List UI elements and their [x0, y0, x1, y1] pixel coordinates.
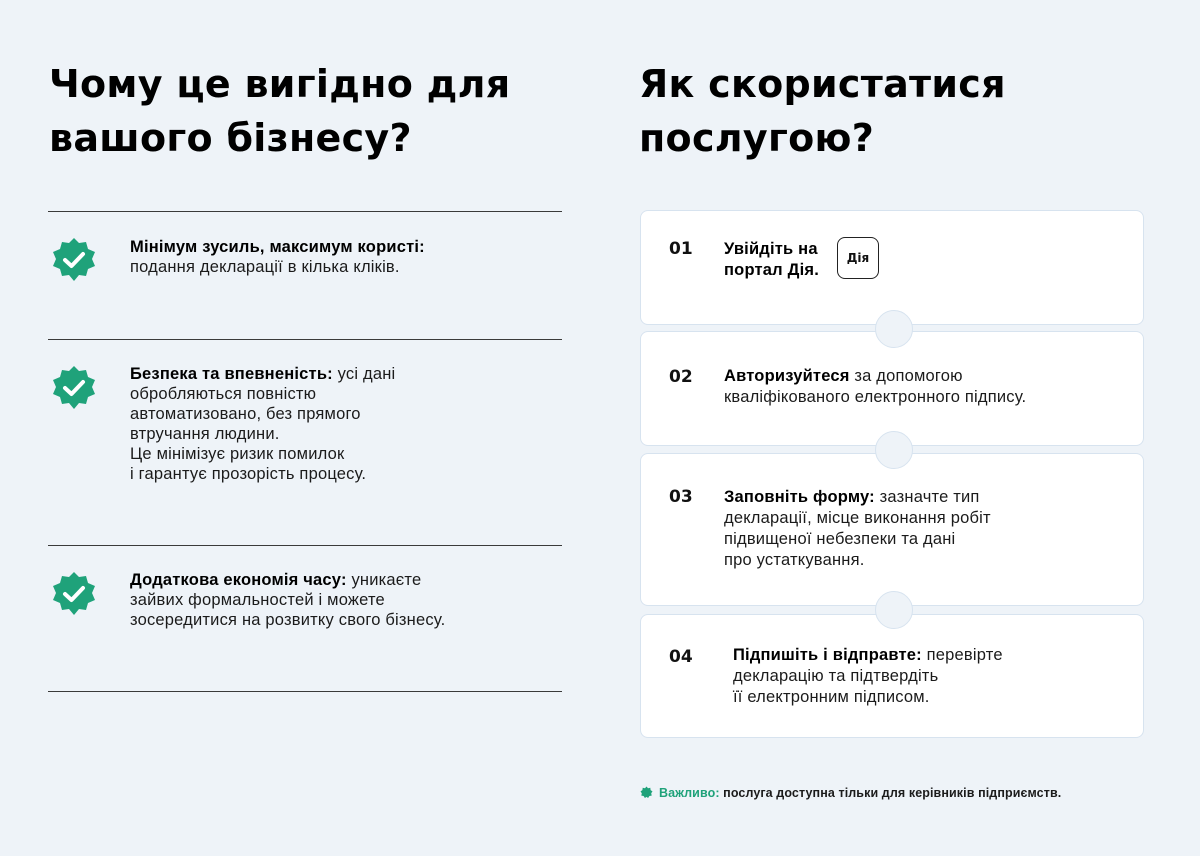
note-text: послуга доступна тільки для керівників підприємств.: [723, 786, 1062, 800]
step-number: 04: [669, 647, 693, 667]
benefit-description: уникаєте зайвих формальностей і можете зосередитися на розвитку свого бізнесу.: [130, 571, 446, 629]
step-card-2: [640, 331, 1144, 446]
benefit-description: подання декларації в кілька кліків.: [130, 258, 400, 276]
steps-title: Як скористатися послугою?: [639, 62, 1006, 160]
check-badge-icon: [50, 570, 98, 618]
check-badge-icon: [50, 364, 98, 412]
step-text: [724, 239, 854, 281]
benefits-title: Чому це вигідно для вашого бізнесу?: [49, 62, 511, 160]
step-card-4: [640, 614, 1144, 738]
benefit-text: [130, 364, 550, 484]
step-text: [733, 645, 1133, 708]
step-heading: Авторизуйтеся: [724, 367, 850, 385]
benefit-text: [130, 237, 550, 277]
benefit-heading: Додаткова економія часу:: [130, 571, 347, 589]
benefit-heading: Безпека та впевненість:: [130, 365, 333, 383]
step-description: за допомогою кваліфікованого електронного підпису.: [724, 367, 1027, 406]
step-number: 03: [669, 487, 693, 507]
benefit-heading: Мінімум зусиль, максимум користі:: [130, 238, 425, 256]
check-badge-icon: [50, 236, 98, 284]
benefit-text: [130, 570, 550, 630]
step-card-3: [640, 453, 1144, 606]
divider: [48, 339, 562, 340]
step-text: [724, 487, 1124, 571]
step-connector: [875, 591, 913, 629]
divider: [48, 691, 562, 692]
step-connector: [875, 310, 913, 348]
step-card-1: [640, 210, 1144, 325]
divider: [48, 545, 562, 546]
benefit-description: усі дані обробляються повністю автоматизовано, без прямого втручання людини. Це мінімізує ризик помилок і гарантує прозорість процесу.: [130, 365, 396, 483]
step-description: перевірте декларацію та підтвердіть її електронним підписом.: [733, 646, 1003, 706]
step-description: зазначте тип декларації, місце виконання робіт підвищеної небезпеки та дані про устаткування.: [724, 488, 991, 569]
gear-icon: [640, 786, 653, 799]
important-note: [640, 786, 1180, 800]
step-heading: Заповніть форму:: [724, 488, 875, 506]
step-connector: [875, 431, 913, 469]
step-text: [724, 366, 1124, 408]
step-number: 02: [669, 367, 693, 387]
note-label: Важливо:: [659, 786, 720, 800]
diia-logo: Дія: [837, 237, 879, 279]
step-heading: Увійдіть на портал Дія.: [724, 240, 819, 279]
step-heading: Підпишіть і відправте:: [733, 646, 922, 664]
step-number: 01: [669, 239, 693, 259]
divider: [48, 211, 562, 212]
